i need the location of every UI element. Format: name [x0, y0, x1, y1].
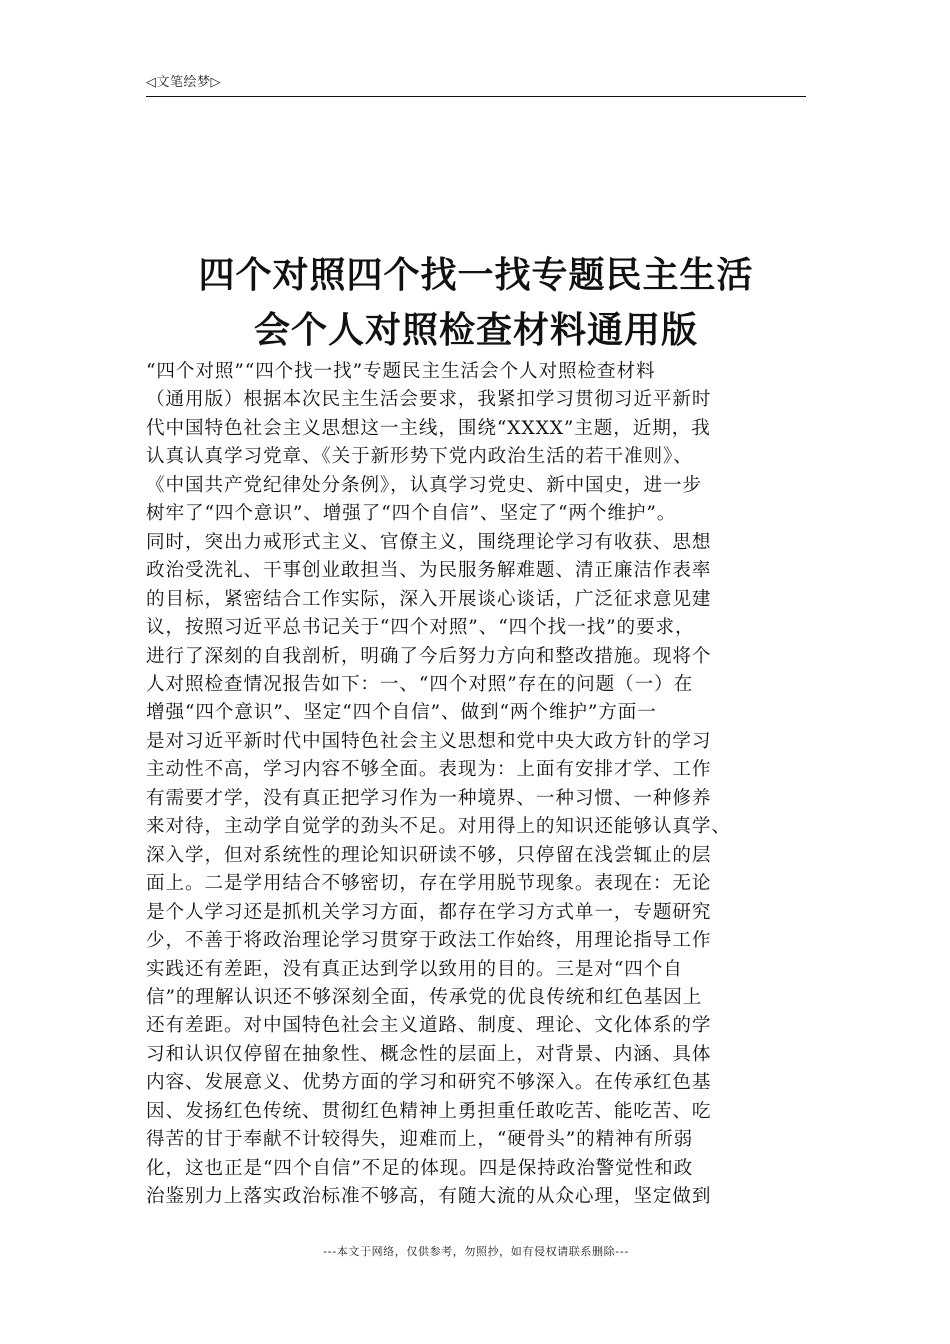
body-line: 实践还有差距，没有真正达到学以致用的目的。三是对“四个自 — [146, 958, 683, 980]
page-footer: ---本文于网络，仅供参考，勿照抄，如有侵权请联系删除--- — [323, 1245, 629, 1258]
body-line: 习和认识仅停留在抽象性、概念性的层面上，对背景、内涵、具体 — [146, 1043, 712, 1065]
body-line: 进行了深刻的自我剖析，明确了今后努力方向和整改措施。现将个 — [146, 645, 712, 667]
body-line: 深入学，但对系统性的理论知识研读不够，只停留在浅尝辄止的层 — [146, 844, 712, 866]
body-line: 是个人学习还是抓机关学习方面，都存在学习方式单一，专题研究 — [146, 901, 712, 923]
body-line: 的目标，紧密结合工作实际，深入开展谈心谈话，广泛征求意见建 — [146, 588, 712, 610]
body-line: 内容、发展意义、优势方面的学习和研究不够深入。在传承红色基 — [146, 1072, 712, 1094]
body-line: 主动性不高，学习内容不够全面。表现为：上面有安排才学、工作 — [146, 759, 712, 781]
body-line: 化，这也正是“四个自信”不足的体现。四是保持政治警觉性和政 — [146, 1157, 694, 1179]
body-line: “四个对照”“四个找一找”专题民主生活会个人对照检查材料 — [146, 361, 656, 382]
page-header: ◁文笔绘梦▷ — [146, 75, 221, 90]
document-body — [146, 358, 811, 1212]
body-line: 有需要才学，没有真正把学习作为一种境界、一种习惯、一种修养 — [146, 787, 712, 809]
body-line: 人对照检查情况报告如下：一、“四个对照”存在的问题（一）在 — [146, 673, 694, 695]
title-line: 四个对照四个找一找专题民主生活 — [198, 255, 754, 296]
body-line: 《中国共产党纪律处分条例》，认真学习党史、新中国史，进一步 — [146, 474, 703, 496]
body-line: 信”的理解认识还不够深刻全面，传承党的优良传统和红色基因上 — [146, 986, 703, 1008]
body-line: 少，不善于将政治理论学习贯穿于政法工作始终，用理论指导工作 — [146, 930, 712, 952]
document-title — [146, 248, 806, 358]
body-line: 还有差距。对中国特色社会主义道路、制度、理论、文化体系的学 — [146, 1015, 712, 1037]
body-line: 增强“四个意识”、坚定“四个自信”、做到“两个维护”方面一 — [146, 702, 657, 724]
body-line: 来对待，主动学自觉学的劲头不足。对用得上的知识还能够认真学、 — [146, 816, 731, 838]
body-line: （通用版）根据本次民主生活会要求，我紧扣学习贯彻习近平新时 — [146, 389, 712, 411]
body-line: 树牢了“四个意识”、增强了“四个自信”、坚定了“两个维护”。 — [146, 503, 677, 525]
body-line: 因、发扬红色传统、贯彻红色精神上勇担重任敢吃苦、能吃苦、吃 — [146, 1100, 712, 1122]
body-line: 政治受洗礼、干事创业敢担当、为民服务解难题、清正廉洁作表率 — [146, 560, 712, 582]
title-line: 会个人对照检查材料通用版 — [253, 310, 698, 351]
body-line: 认真认真学习党章、《关于新形势下党内政治生活的若干准则》、 — [146, 446, 693, 468]
body-line: 治鉴别力上落实政治标准不够高，有随大流的从众心理，坚定做到 — [146, 1186, 712, 1208]
body-line: 是对习近平新时代中国特色社会主义思想和党中央大政方针的学习 — [146, 730, 712, 752]
body-line: 代中国特色社会主义思想这一主线，围绕“XXXX”主题，近期，我 — [146, 417, 711, 439]
header-divider — [146, 96, 806, 97]
body-line: 议，按照习近平总书记关于“四个对照”、“四个找一找”的要求， — [146, 617, 695, 639]
body-line: 同时，突出力戒形式主义、官僚主义，围绕理论学习有收获、思想 — [146, 531, 712, 553]
body-line: 面上。二是学用结合不够密切，存在学用脱节现象。表现在：无论 — [146, 873, 712, 895]
body-line: 得苦的甘于奉献不计较得失，迎难而上，“硬骨头”的精神有所弱 — [146, 1129, 694, 1151]
